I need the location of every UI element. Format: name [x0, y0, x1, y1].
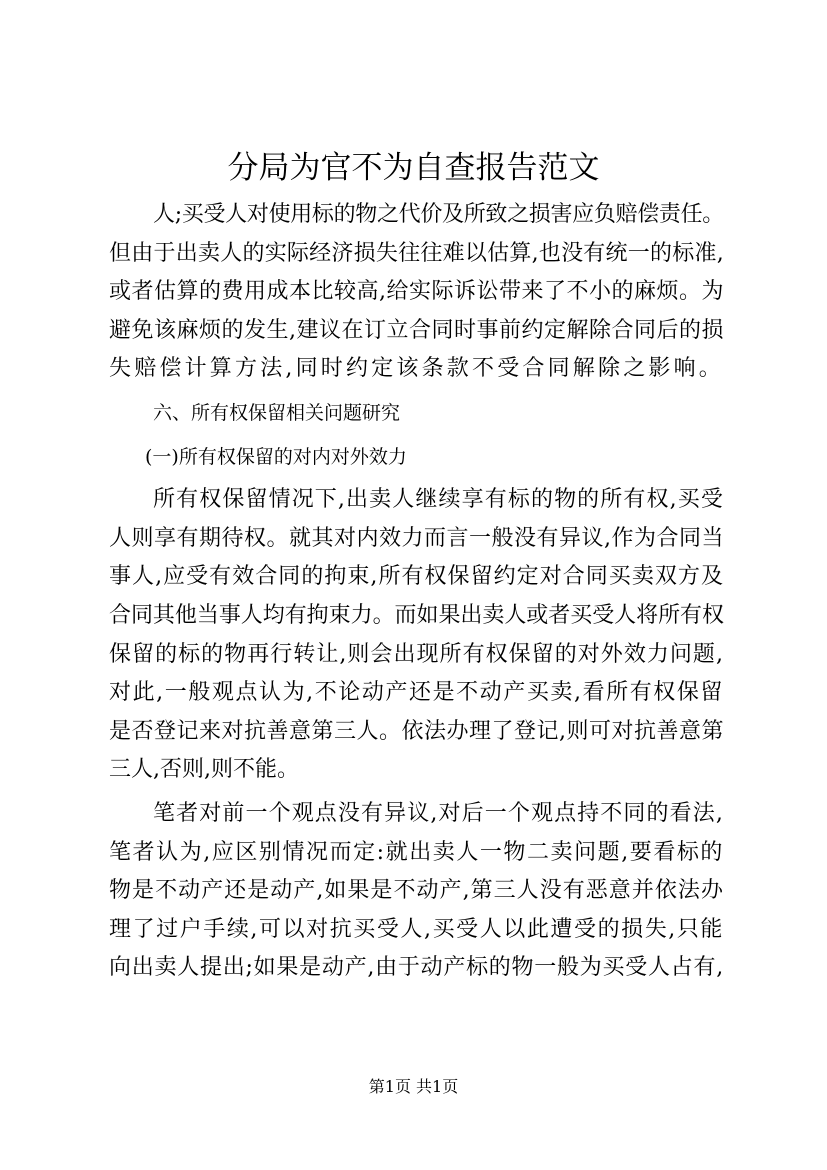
- text-line: 避免该麻烦的发生,建议在订立合同时事前约定解除合同后的损: [109, 317, 724, 343]
- text-line: 笔者认为,应区别情况而定:就出卖人一物二卖问题,要看标的: [109, 839, 724, 865]
- text-line: 人;买受人对使用标的物之代价及所致之损害应负赔偿责任。: [153, 202, 724, 227]
- text-line: 向出卖人提出;如果是动产,由于动产标的物一般为买受人占有,: [109, 955, 724, 981]
- text-line: 事人,应受有效合同的拘束,所有权保留约定对合同买卖双方及: [109, 564, 724, 590]
- text-line: 物是不动产还是动产,如果是不动产,第三人没有恶意并依法办: [109, 878, 724, 904]
- subsection-heading: (一)所有权保留的对内对外效力: [145, 445, 407, 468]
- text-line: 但由于出卖人的实际经济损失往往难以估算,也没有统一的标准,: [109, 240, 724, 266]
- document-title: 分局为官不为自查报告范文: [227, 150, 600, 186]
- section-heading: 六、所有权保留相关问题研究: [153, 401, 401, 424]
- text-line: 保留的标的物再行转让,则会出现所有权保留的对外效力问题,: [109, 641, 724, 667]
- text-line: 是否登记来对抗善意第三人。依法办理了登记,则可对抗善意第: [109, 718, 724, 744]
- page-number: 第1页 共1页: [368, 1077, 459, 1096]
- page-footer: [0, 1076, 827, 1098]
- text-line: 合同其他当事人均有拘束力。而如果出卖人或者买受人将所有权: [109, 602, 724, 628]
- text-line: 或者估算的费用成本比较高,给实际诉讼带来了不小的麻烦。为: [109, 279, 724, 305]
- document-body: [109, 196, 724, 988]
- text-line: 理了过户手续,可以对抗买受人,买受人以此遭受的损失,只能: [109, 916, 724, 942]
- text-line: 三人,否则,则不能。: [109, 757, 299, 783]
- text-line: 所有权保留情况下,出卖人继续享有标的物的所有权,买受: [153, 487, 724, 513]
- text-line: 人则享有期待权。就其对内效力而言一般没有异议,作为合同当: [109, 525, 724, 551]
- text-line: 失赔偿计算方法,同时约定该条款不受合同解除之影响。: [109, 356, 724, 382]
- text-line: 对此,一般观点认为,不论动产还是不动产买卖,看所有权保留: [109, 680, 724, 706]
- text-line: 笔者对前一个观点没有异议,对后一个观点持不同的看法,: [153, 800, 724, 826]
